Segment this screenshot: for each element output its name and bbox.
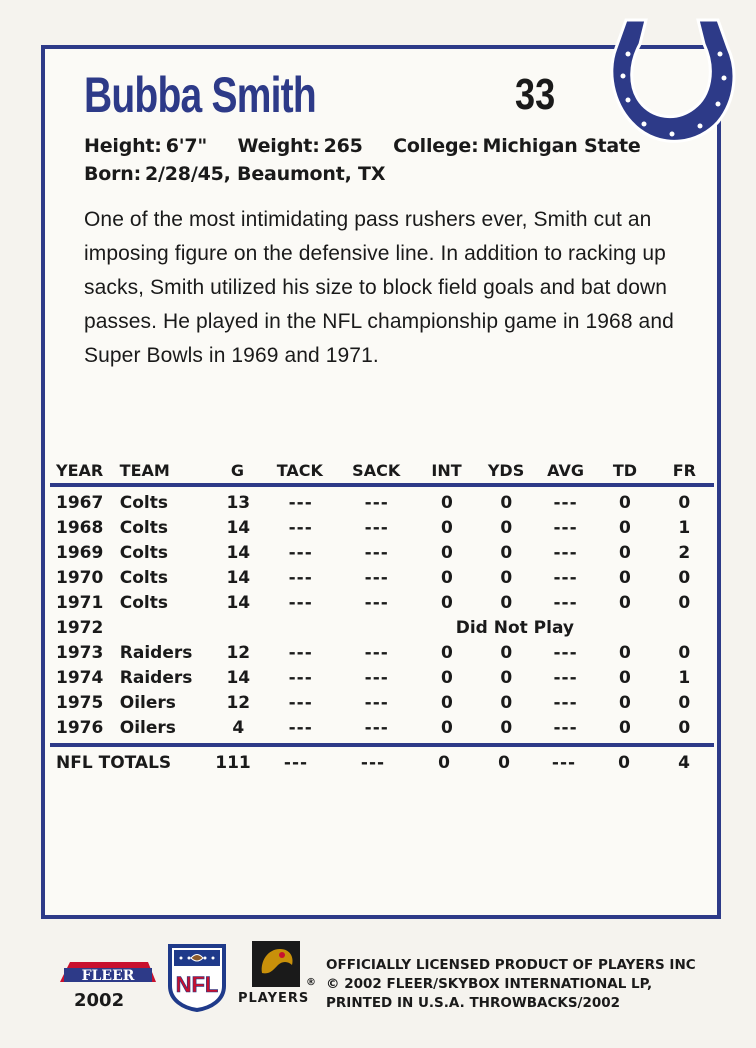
stats-cell-int: 0 (440, 567, 453, 588)
stats-totals-rule (50, 743, 714, 747)
totals-cell-tack: --- (283, 752, 309, 773)
stats-cell-fr: 0 (678, 717, 691, 738)
stats-cell-team: Colts (119, 492, 168, 513)
stats-cell-avg: --- (553, 542, 578, 563)
stats-cell-sack: --- (364, 692, 389, 713)
stats-cell-tack: --- (288, 717, 313, 738)
stats-cell-year: 1976 (56, 717, 104, 738)
college-value: Michigan State (482, 135, 641, 157)
stats-cell-fr: 0 (678, 567, 691, 588)
stats-header-row (50, 452, 714, 483)
stats-header-team: TEAM (119, 461, 170, 480)
stats-table (50, 452, 714, 483)
stats-cell-yds: 0 (500, 542, 513, 563)
stats-cell-sack: --- (364, 542, 389, 563)
stats-cell-tack: --- (288, 492, 313, 513)
totals-row (50, 750, 714, 775)
stats-cell-year: 1973 (56, 642, 104, 663)
stats-row (50, 665, 714, 690)
fleer-logo-icon (60, 958, 158, 990)
stats-cell-team: Raiders (119, 667, 193, 688)
stats-cell-yds: 0 (500, 492, 513, 513)
stats-cell-team: Colts (119, 542, 168, 563)
stats-cell-tack: --- (288, 692, 313, 713)
stats-row (50, 565, 714, 590)
stats-cell-team: Colts (119, 592, 168, 613)
stats-cell-year: 1967 (56, 492, 104, 513)
players-inc-logo-icon (252, 941, 300, 987)
totals-cell-yds: 0 (498, 752, 510, 773)
totals-cell-td: 0 (618, 752, 630, 773)
stats-cell-g: 14 (226, 592, 251, 613)
stats-cell-g: 12 (226, 692, 251, 713)
stats-cell-g: 14 (226, 517, 251, 538)
stats-cell-yds: 0 (500, 517, 513, 538)
stats-cell-year: 1970 (56, 567, 104, 588)
bio-line-1 (84, 135, 641, 157)
height-label: Height: (84, 135, 162, 157)
stats-cell-sack: --- (364, 642, 389, 663)
stats-header-avg: AVG (547, 461, 584, 480)
stats-header-g: G (230, 461, 245, 480)
stats-body-table (50, 490, 714, 740)
stats-cell-avg: --- (553, 717, 578, 738)
fleer-logo-text: FLEER (81, 968, 135, 984)
player-name: Bubba Smith (84, 67, 316, 123)
stats-section (50, 452, 714, 775)
stats-cell-int: 0 (440, 517, 453, 538)
stats-cell-team: Raiders (119, 642, 193, 663)
totals-cell-g: 111 (215, 752, 251, 773)
weight-value: 265 (323, 135, 363, 157)
nfl-shield-icon (167, 942, 227, 1012)
stats-row (50, 515, 714, 540)
stats-cell-td: 0 (618, 542, 631, 563)
stats-cell-team: Colts (119, 517, 168, 538)
stats-cell-tack: --- (288, 667, 313, 688)
registered-mark: ® (306, 977, 316, 988)
footer-line-3: PRINTED IN U.S.A. THROWBACKS/2002 (326, 995, 621, 1011)
stats-cell-avg: --- (553, 642, 578, 663)
stats-cell-sack: --- (364, 492, 389, 513)
stats-cell-fr: 1 (678, 667, 691, 688)
stats-header-fr: FR (672, 461, 696, 480)
stats-cell-tack: --- (288, 542, 313, 563)
stats-cell-fr: 0 (678, 592, 691, 613)
stats-cell-td: 0 (618, 567, 631, 588)
stats-cell-tack: --- (288, 567, 313, 588)
stats-cell-td: 0 (618, 692, 631, 713)
stats-cell-tack: --- (288, 592, 313, 613)
stats-cell-yds: 0 (500, 592, 513, 613)
stats-cell-sack: --- (364, 592, 389, 613)
players-inc-text: PLAYERS (238, 991, 310, 1006)
stats-cell-td: 0 (618, 517, 631, 538)
stats-cell-fr: 1 (678, 517, 691, 538)
stats-cell-year: 1972 (56, 617, 104, 638)
stats-cell-fr: 0 (678, 492, 691, 513)
stats-cell-avg: --- (553, 517, 578, 538)
stats-totals-table (50, 750, 714, 775)
stats-cell-sack: --- (364, 667, 389, 688)
born-value: 2/28/45, Beaumont, TX (145, 163, 386, 185)
college-label: College: (393, 135, 479, 157)
stats-cell-td: 0 (618, 642, 631, 663)
stats-cell-avg: --- (553, 692, 578, 713)
stats-cell-g: 4 (232, 717, 245, 738)
stats-cell-yds: 0 (500, 642, 513, 663)
stats-cell-td: 0 (618, 667, 631, 688)
stats-cell-fr: 2 (678, 542, 691, 563)
player-number: 33 (515, 70, 556, 119)
totals-label: NFL TOTALS (56, 752, 172, 773)
fleer-year: 2002 (74, 990, 125, 1011)
totals-cell-int: 0 (438, 752, 450, 773)
did-not-play-note: Did Not Play (455, 617, 574, 638)
stats-cell-g: 14 (226, 542, 251, 563)
stats-cell-year: 1971 (56, 592, 104, 613)
stats-row (50, 640, 714, 665)
stats-cell-g: 14 (226, 567, 251, 588)
stats-header-int: INT (431, 461, 462, 480)
stats-row (50, 690, 714, 715)
stats-cell-td: 0 (618, 492, 631, 513)
weight-label: Weight: (237, 135, 320, 157)
stats-cell-td: 0 (618, 592, 631, 613)
footer-line-1: OFFICIALLY LICENSED PRODUCT OF PLAYERS INC (326, 957, 696, 973)
stats-cell-year: 1974 (56, 667, 104, 688)
stats-cell-int: 0 (440, 667, 453, 688)
stats-cell-team: Oilers (119, 692, 176, 713)
stats-cell-sack: --- (364, 717, 389, 738)
stats-header-td: TD (612, 461, 638, 480)
stats-cell-avg: --- (553, 667, 578, 688)
totals-cell-fr: 4 (678, 752, 690, 773)
stats-cell-tack: --- (288, 517, 313, 538)
stats-cell-year: 1975 (56, 692, 104, 713)
stats-cell-sack: --- (364, 567, 389, 588)
totals-cell-sack: --- (360, 752, 386, 773)
stats-row (50, 540, 714, 565)
stats-cell-yds: 0 (500, 667, 513, 688)
stats-header-yds: YDS (487, 461, 525, 480)
player-blurb: One of the most intimidating pass rushers ever, Smith cut an imposing figure on the defensive line. In addition to racking up sacks, Smith utilized his size to block field goals and bat down passes. He played in the NFL championship game in 1968 and Super Bowls in 1969 and 1971. (84, 208, 674, 367)
stats-header-tack: TACK (276, 461, 323, 480)
stats-cell-td: 0 (618, 717, 631, 738)
stats-cell-yds: 0 (500, 692, 513, 713)
stats-row (50, 490, 714, 515)
stats-cell-fr: 0 (678, 692, 691, 713)
stats-cell-avg: --- (553, 592, 578, 613)
stats-cell-int: 0 (440, 642, 453, 663)
footer-line-2: © 2002 FLEER/SKYBOX INTERNATIONAL LP, (326, 976, 653, 992)
stats-header-sack: SACK (352, 461, 401, 480)
stats-header-year: YEAR (56, 461, 104, 480)
stats-cell-g: 14 (226, 667, 251, 688)
stats-cell-int: 0 (440, 542, 453, 563)
stats-cell-g: 12 (226, 642, 251, 663)
stats-cell-avg: --- (553, 567, 578, 588)
stats-cell-int: 0 (440, 592, 453, 613)
stats-cell-int: 0 (440, 692, 453, 713)
stats-row (50, 715, 714, 740)
stats-cell-fr: 0 (678, 642, 691, 663)
bio-line-2 (84, 163, 385, 185)
stats-cell-year: 1969 (56, 542, 104, 563)
stats-row (50, 590, 714, 615)
stats-cell-yds: 0 (500, 567, 513, 588)
height-value: 6'7" (165, 135, 208, 157)
stats-cell-g: 13 (226, 492, 251, 513)
born-label: Born: (84, 163, 142, 185)
horseshoe-logo-icon (606, 14, 738, 148)
stats-cell-sack: --- (364, 517, 389, 538)
stats-row (50, 615, 714, 640)
stats-cell-yds: 0 (500, 717, 513, 738)
stats-cell-year: 1968 (56, 517, 104, 538)
stats-cell-avg: --- (553, 492, 578, 513)
stats-cell-team: Oilers (119, 717, 176, 738)
stats-cell-tack: --- (288, 642, 313, 663)
nfl-logo-text: NFL (175, 972, 219, 997)
stats-header-rule (50, 483, 714, 487)
totals-cell-avg: --- (551, 752, 577, 773)
stats-cell-int: 0 (440, 717, 453, 738)
stats-cell-int: 0 (440, 492, 453, 513)
stats-cell-team: Colts (119, 567, 168, 588)
